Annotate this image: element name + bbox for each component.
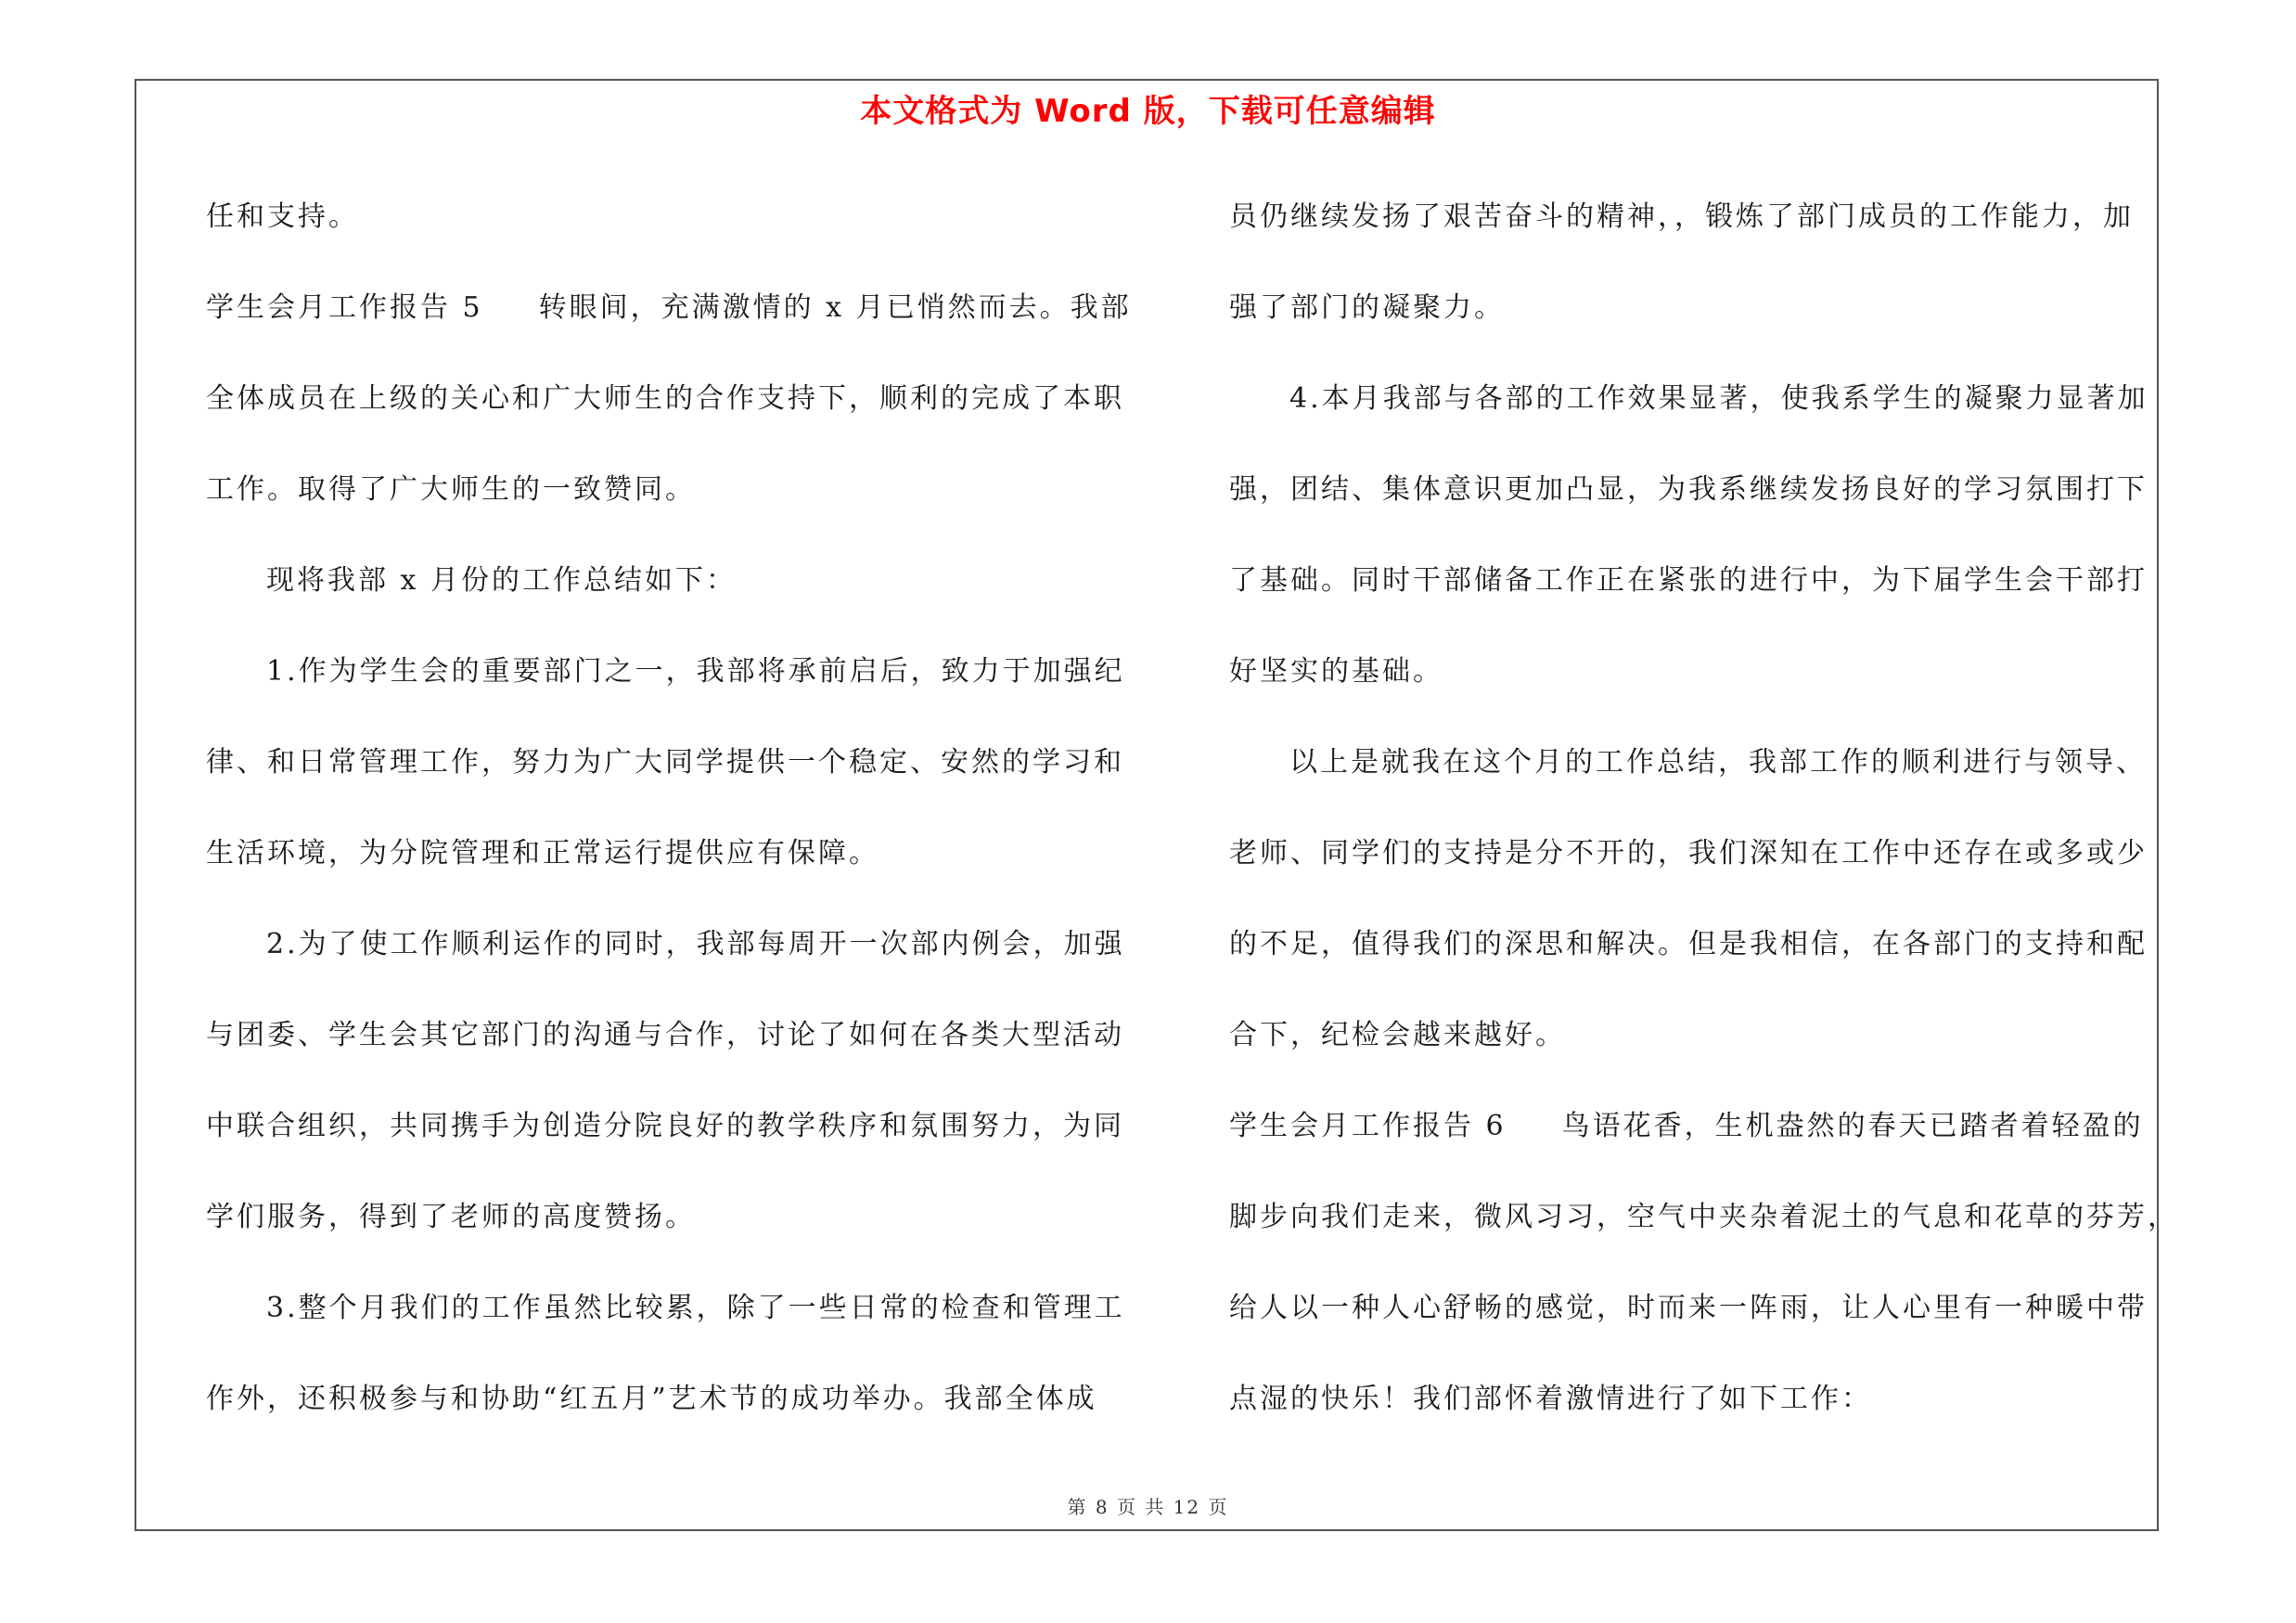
line-text: 了基础。同时干部储备工作正在紧张的进行中，为下届学生会干部打	[1229, 564, 2148, 597]
line-text: 强，团结、集体意识更加凸显，为我系继续发扬良好的学习氛围打下	[1229, 473, 2148, 506]
line-text: 全体成员在上级的关心和广大师生的合作支持下，顺利的完成了本职	[206, 382, 1124, 415]
line-text: 1.作为学生会的重要部门之一，我部将承前启后，致力于加强纪	[266, 655, 1125, 688]
paragraph-line	[206, 1172, 1129, 1263]
line-text: 与团委、学生会其它部门的沟通与合作，讨论了如何在各类大型活动	[206, 1019, 1124, 1051]
line-text: 4.本月我部与各部的工作效果显著，使我系学生的凝聚力显著加	[1289, 382, 2148, 415]
section-heading-line	[206, 263, 1132, 354]
paragraph-line	[1229, 354, 2157, 444]
paragraph-line	[1229, 444, 2157, 535]
line-text: 现将我部 x 月份的工作总结如下：	[266, 564, 737, 597]
line-text: 3.整个月我们的工作虽然比较累，除了一些日常的检查和管理工	[266, 1292, 1125, 1324]
page-number-footer: 第 8 页 共 12 页	[1067, 1496, 1229, 1518]
paragraph-line	[206, 172, 1129, 263]
paragraph-line	[1229, 172, 2157, 263]
paragraph-line	[206, 717, 1129, 808]
paragraph-line	[206, 1354, 1129, 1445]
paragraph-line	[206, 808, 1129, 899]
left-text-column	[206, 172, 1132, 1445]
paragraph-line	[1229, 1354, 2157, 1445]
paragraph-line	[1229, 808, 2157, 899]
line-text: 2.为了使工作顺利运作的同时，我部每周开一次部内例会，加强	[266, 928, 1125, 960]
paragraph-line	[1229, 717, 2157, 808]
paragraph-line	[206, 444, 1129, 535]
line-text: 脚步向我们走来，微风习习，空气中夹杂着泥土的气息和花草的芬芳，	[1229, 1201, 2178, 1233]
paragraph-line	[206, 1081, 1129, 1172]
line-text: 生活环境，为分院管理和正常运行提供应有保障。	[206, 837, 879, 869]
paragraph-line	[206, 354, 1129, 444]
line-text: 老师、同学们的支持是分不开的，我们深知在工作中还存在或多或少	[1229, 837, 2148, 869]
line-text: 作外，还积极参与和协助“红五月”艺术节的成功举办。我部全体成	[206, 1383, 1097, 1415]
line-text: 以上是就我在这个月的工作总结，我部工作的顺利进行与领导、	[1289, 746, 2147, 779]
paragraph-line	[1229, 535, 2157, 626]
line-text: 学们服务，得到了老师的高度赞扬。	[206, 1201, 696, 1233]
line-text: 工作。取得了广大师生的一致赞同。	[206, 473, 696, 506]
line-text: 给人以一种人心舒畅的感觉，时而来一阵雨，让人心里有一种暖中带	[1229, 1292, 2148, 1324]
section-heading: 学生会月工作报告 5	[206, 291, 483, 324]
line-text: 合下，纪检会越来越好。	[1229, 1019, 1566, 1051]
line-text: 员仍继续发扬了艰苦奋斗的精神，，锻炼了部门成员的工作能力，加	[1229, 200, 2134, 233]
line-text: 任和支持。	[206, 200, 359, 233]
paragraph-line	[206, 535, 1129, 626]
line-text: 强了部门的凝聚力。	[1229, 291, 1505, 324]
paragraph-line	[1229, 1263, 2157, 1354]
paragraph-line	[206, 1263, 1129, 1354]
paragraph-line	[1229, 1172, 2178, 1263]
line-text: 转眼间，充满激情的 x 月已悄然而去。我部	[538, 291, 1132, 324]
paragraph-line	[206, 899, 1129, 990]
paragraph-line	[1229, 626, 2157, 717]
line-text: 鸟语花香，生机盎然的春天已踏者着轻盈的	[1561, 1110, 2144, 1142]
format-notice-banner: 本文格式为 Word 版，下载可任意编辑	[860, 93, 1436, 130]
line-text: 点湿的快乐！我们部怀着激情进行了如下工作：	[1229, 1383, 1872, 1415]
section-heading-line	[1229, 1081, 2157, 1172]
line-text: 中联合组织，共同携手为创造分院良好的教学秩序和氛围努力，为同	[206, 1110, 1124, 1142]
right-text-column	[1229, 172, 2178, 1445]
paragraph-line	[1229, 263, 2157, 354]
paragraph-line	[1229, 990, 2157, 1081]
paragraph-line	[1229, 899, 2157, 990]
line-text: 律、和日常管理工作，努力为广大同学提供一个稳定、安然的学习和	[206, 746, 1124, 779]
paragraph-line	[206, 990, 1129, 1081]
line-text: 的不足，值得我们的深思和解决。但是我相信，在各部门的支持和配	[1229, 928, 2148, 960]
line-text: 好坚实的基础。	[1229, 655, 1443, 688]
section-heading: 学生会月工作报告 6	[1229, 1110, 1507, 1142]
paragraph-line	[206, 626, 1129, 717]
